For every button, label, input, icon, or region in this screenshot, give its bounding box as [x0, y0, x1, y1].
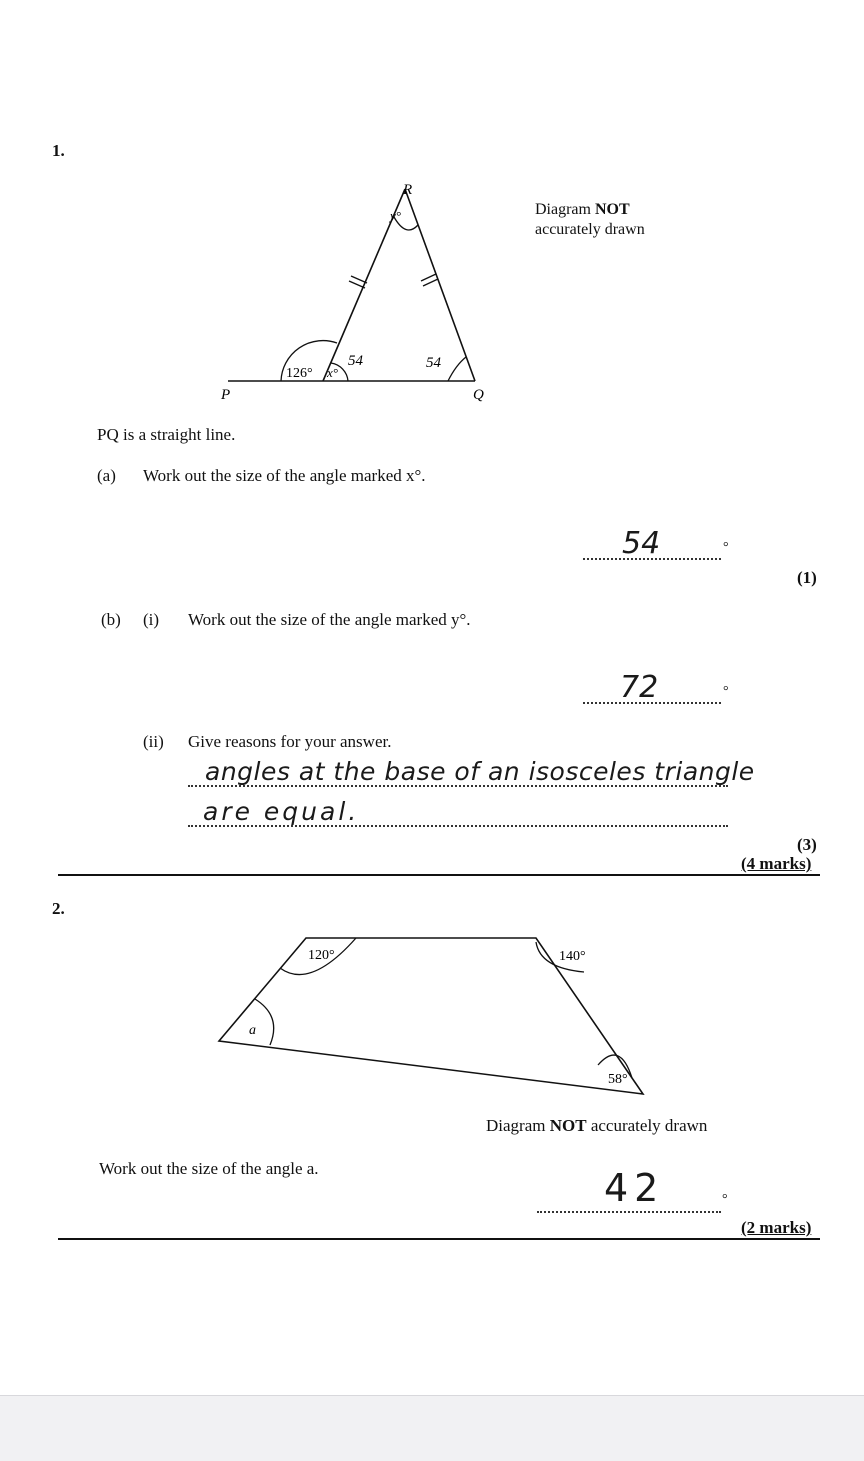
label-58: 58°: [608, 1072, 628, 1087]
answer-a: 54: [622, 526, 661, 561]
answer-line-q2: [537, 1211, 721, 1213]
total-marks-q2: (2 marks): [741, 1218, 812, 1237]
angle-arc-a: [255, 999, 274, 1045]
equal-marks-right: [421, 274, 438, 286]
diagram-note-q2: Diagram NOT accurately drawn: [486, 1116, 708, 1135]
label-r: R: [403, 182, 413, 198]
degree-a: °: [723, 540, 729, 555]
label-a: a: [249, 1023, 256, 1038]
quadrilateral-diagram: [210, 928, 660, 1098]
angle-arc-q: [448, 357, 466, 381]
label-q: Q: [473, 387, 484, 403]
answer-q2: 42: [604, 1166, 665, 1210]
label-120: 120°: [308, 948, 335, 963]
q2-question: Work out the size of the angle a.: [99, 1159, 319, 1178]
label-p: P: [221, 387, 231, 403]
question-2-number: 2.: [52, 899, 65, 918]
part-a-label: (a): [97, 466, 116, 485]
triangle-diagram: [200, 175, 520, 410]
degree-q2: °: [722, 1192, 728, 1207]
label-x: x°: [327, 365, 338, 380]
degree-bi: °: [723, 684, 729, 699]
part-bii-question: Give reasons for your answer.: [188, 732, 392, 751]
reason-text-2: are equal.: [203, 797, 360, 826]
reason-text-1: angles at the base of an isosceles triangle: [205, 757, 755, 786]
part-bi-question: Work out the size of the angle marked y°.: [188, 610, 471, 629]
total-marks-q1: (4 marks): [741, 854, 812, 873]
answer-bi: 72: [620, 670, 659, 705]
label-y: y°: [390, 208, 401, 223]
pq-statement: PQ is a straight line.: [97, 425, 236, 444]
divider-q1: [58, 874, 820, 876]
divider-q2: [58, 1238, 820, 1240]
part-a-question: Work out the size of the angle marked x°.: [143, 466, 426, 485]
bottom-bar: [0, 1395, 864, 1461]
hand-54-right: 54: [426, 355, 441, 371]
marks-a: (1): [797, 568, 817, 587]
part-b-label: (b): [101, 610, 121, 629]
label-126: 126°: [286, 366, 313, 381]
label-140: 140°: [559, 949, 586, 964]
diagram-note-q1: Diagram NOT accurately drawn: [535, 201, 645, 238]
part-bi-label: (i): [143, 610, 160, 629]
part-bii-label: (ii): [143, 732, 164, 751]
side-right: [405, 189, 475, 381]
hand-54-left: 54: [348, 353, 363, 369]
marks-b: (3): [797, 835, 817, 854]
question-1-number: 1.: [52, 141, 65, 160]
